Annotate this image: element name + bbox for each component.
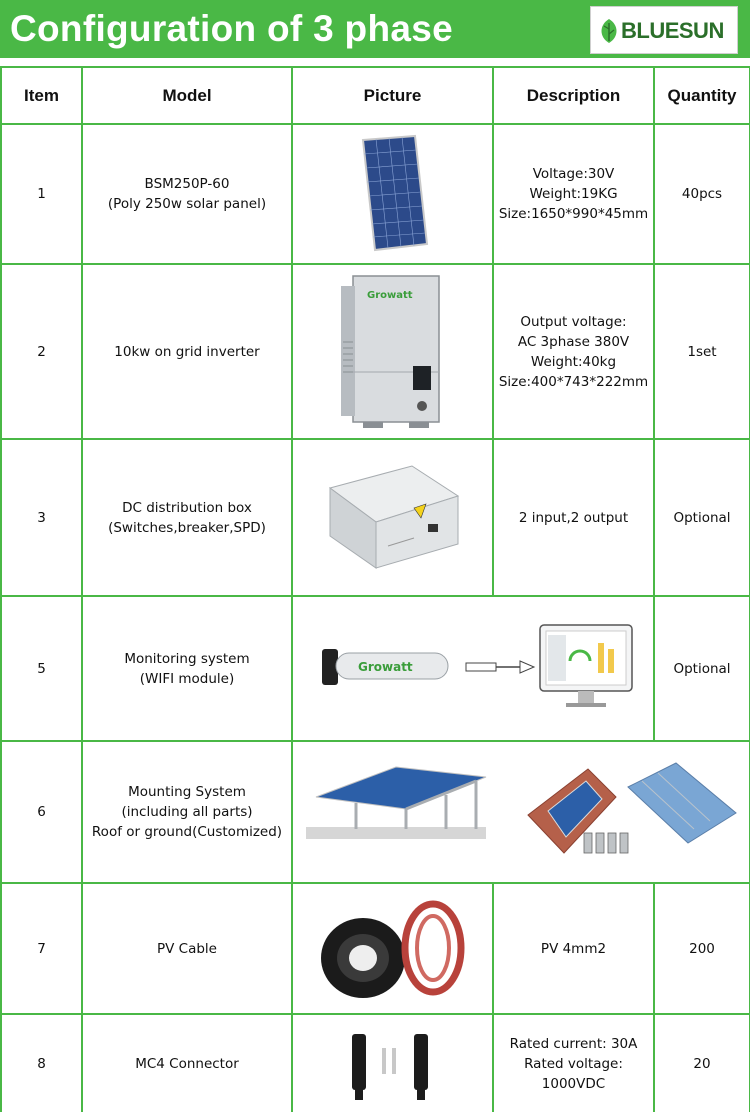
table-row [1,124,750,264]
item-number: 2 [1,264,82,439]
description-cell: 2 input,2 output [493,439,654,596]
header-model: Model [82,67,292,124]
item-number: 1 [1,124,82,264]
bluesun-logo [590,6,738,54]
table-row [1,439,750,596]
model-cell: Monitoring system (WIFI module) [82,596,292,741]
growatt-brand-label: Growatt [366,289,413,301]
item-number: 5 [1,596,82,741]
solar-panel-image [353,134,433,254]
dc-distribution-box-image [318,458,468,578]
model-cell: MC4 Connector [82,1014,292,1112]
mounting-system-image [296,757,746,867]
leaf-icon [597,17,621,45]
item-number: 3 [1,439,82,596]
table-row [1,596,750,741]
description-cell: PV 4mm2 [493,883,654,1014]
model-cell: 10kw on grid inverter [82,264,292,439]
mc4-connector-image [338,1024,448,1104]
table-header-row [1,67,750,124]
model-cell: PV Cable [82,883,292,1014]
inverter-image [333,272,453,432]
description-cell: Voltage:30V Weight:19KG Size:1650*990*45mm [493,124,654,264]
pv-cable-image [313,894,473,1004]
quantity-cell: Optional [654,596,750,741]
header-description: Description [493,67,654,124]
table-row [1,1014,750,1112]
table-row [1,264,750,439]
picture-cell [292,741,750,883]
page-title: Configuration of 3 phase [10,8,453,49]
item-number: 7 [1,883,82,1014]
table-row [1,741,750,883]
wifi-module-monitor-image [308,619,638,719]
quantity-cell: 20 [654,1014,750,1112]
quantity-cell: Optional [654,439,750,596]
picture-cell [292,1014,493,1112]
item-number: 6 [1,741,82,883]
picture-cell [292,124,493,264]
quantity-cell: 40pcs [654,124,750,264]
picture-cell [292,264,493,439]
logo-text: BLUESUN [621,18,724,43]
description-cell: Output voltage: AC 3phase 380V Weight:40kg Size:400*743*222mm [493,264,654,439]
header-item: Item [1,67,82,124]
quantity-cell: 1set [654,264,750,439]
description-cell: Rated current: 30A Rated voltage: 1000VDC [493,1014,654,1112]
picture-cell [292,883,493,1014]
picture-cell [292,596,654,741]
model-cell: Mounting System (including all parts) Roof or ground(Customized) [82,741,292,883]
item-number: 8 [1,1014,82,1112]
header-quantity: Quantity [654,67,750,124]
model-cell: BSM250P-60 (Poly 250w solar panel) [82,124,292,264]
model-cell: DC distribution box (Switches,breaker,SPD) [82,439,292,596]
picture-cell [292,439,493,596]
quantity-cell: 200 [654,883,750,1014]
configuration-table [0,66,750,1112]
table-row [1,883,750,1014]
growatt-wifi-label: Growatt [358,659,413,674]
header-picture: Picture [292,67,493,124]
header-bar [0,0,750,58]
